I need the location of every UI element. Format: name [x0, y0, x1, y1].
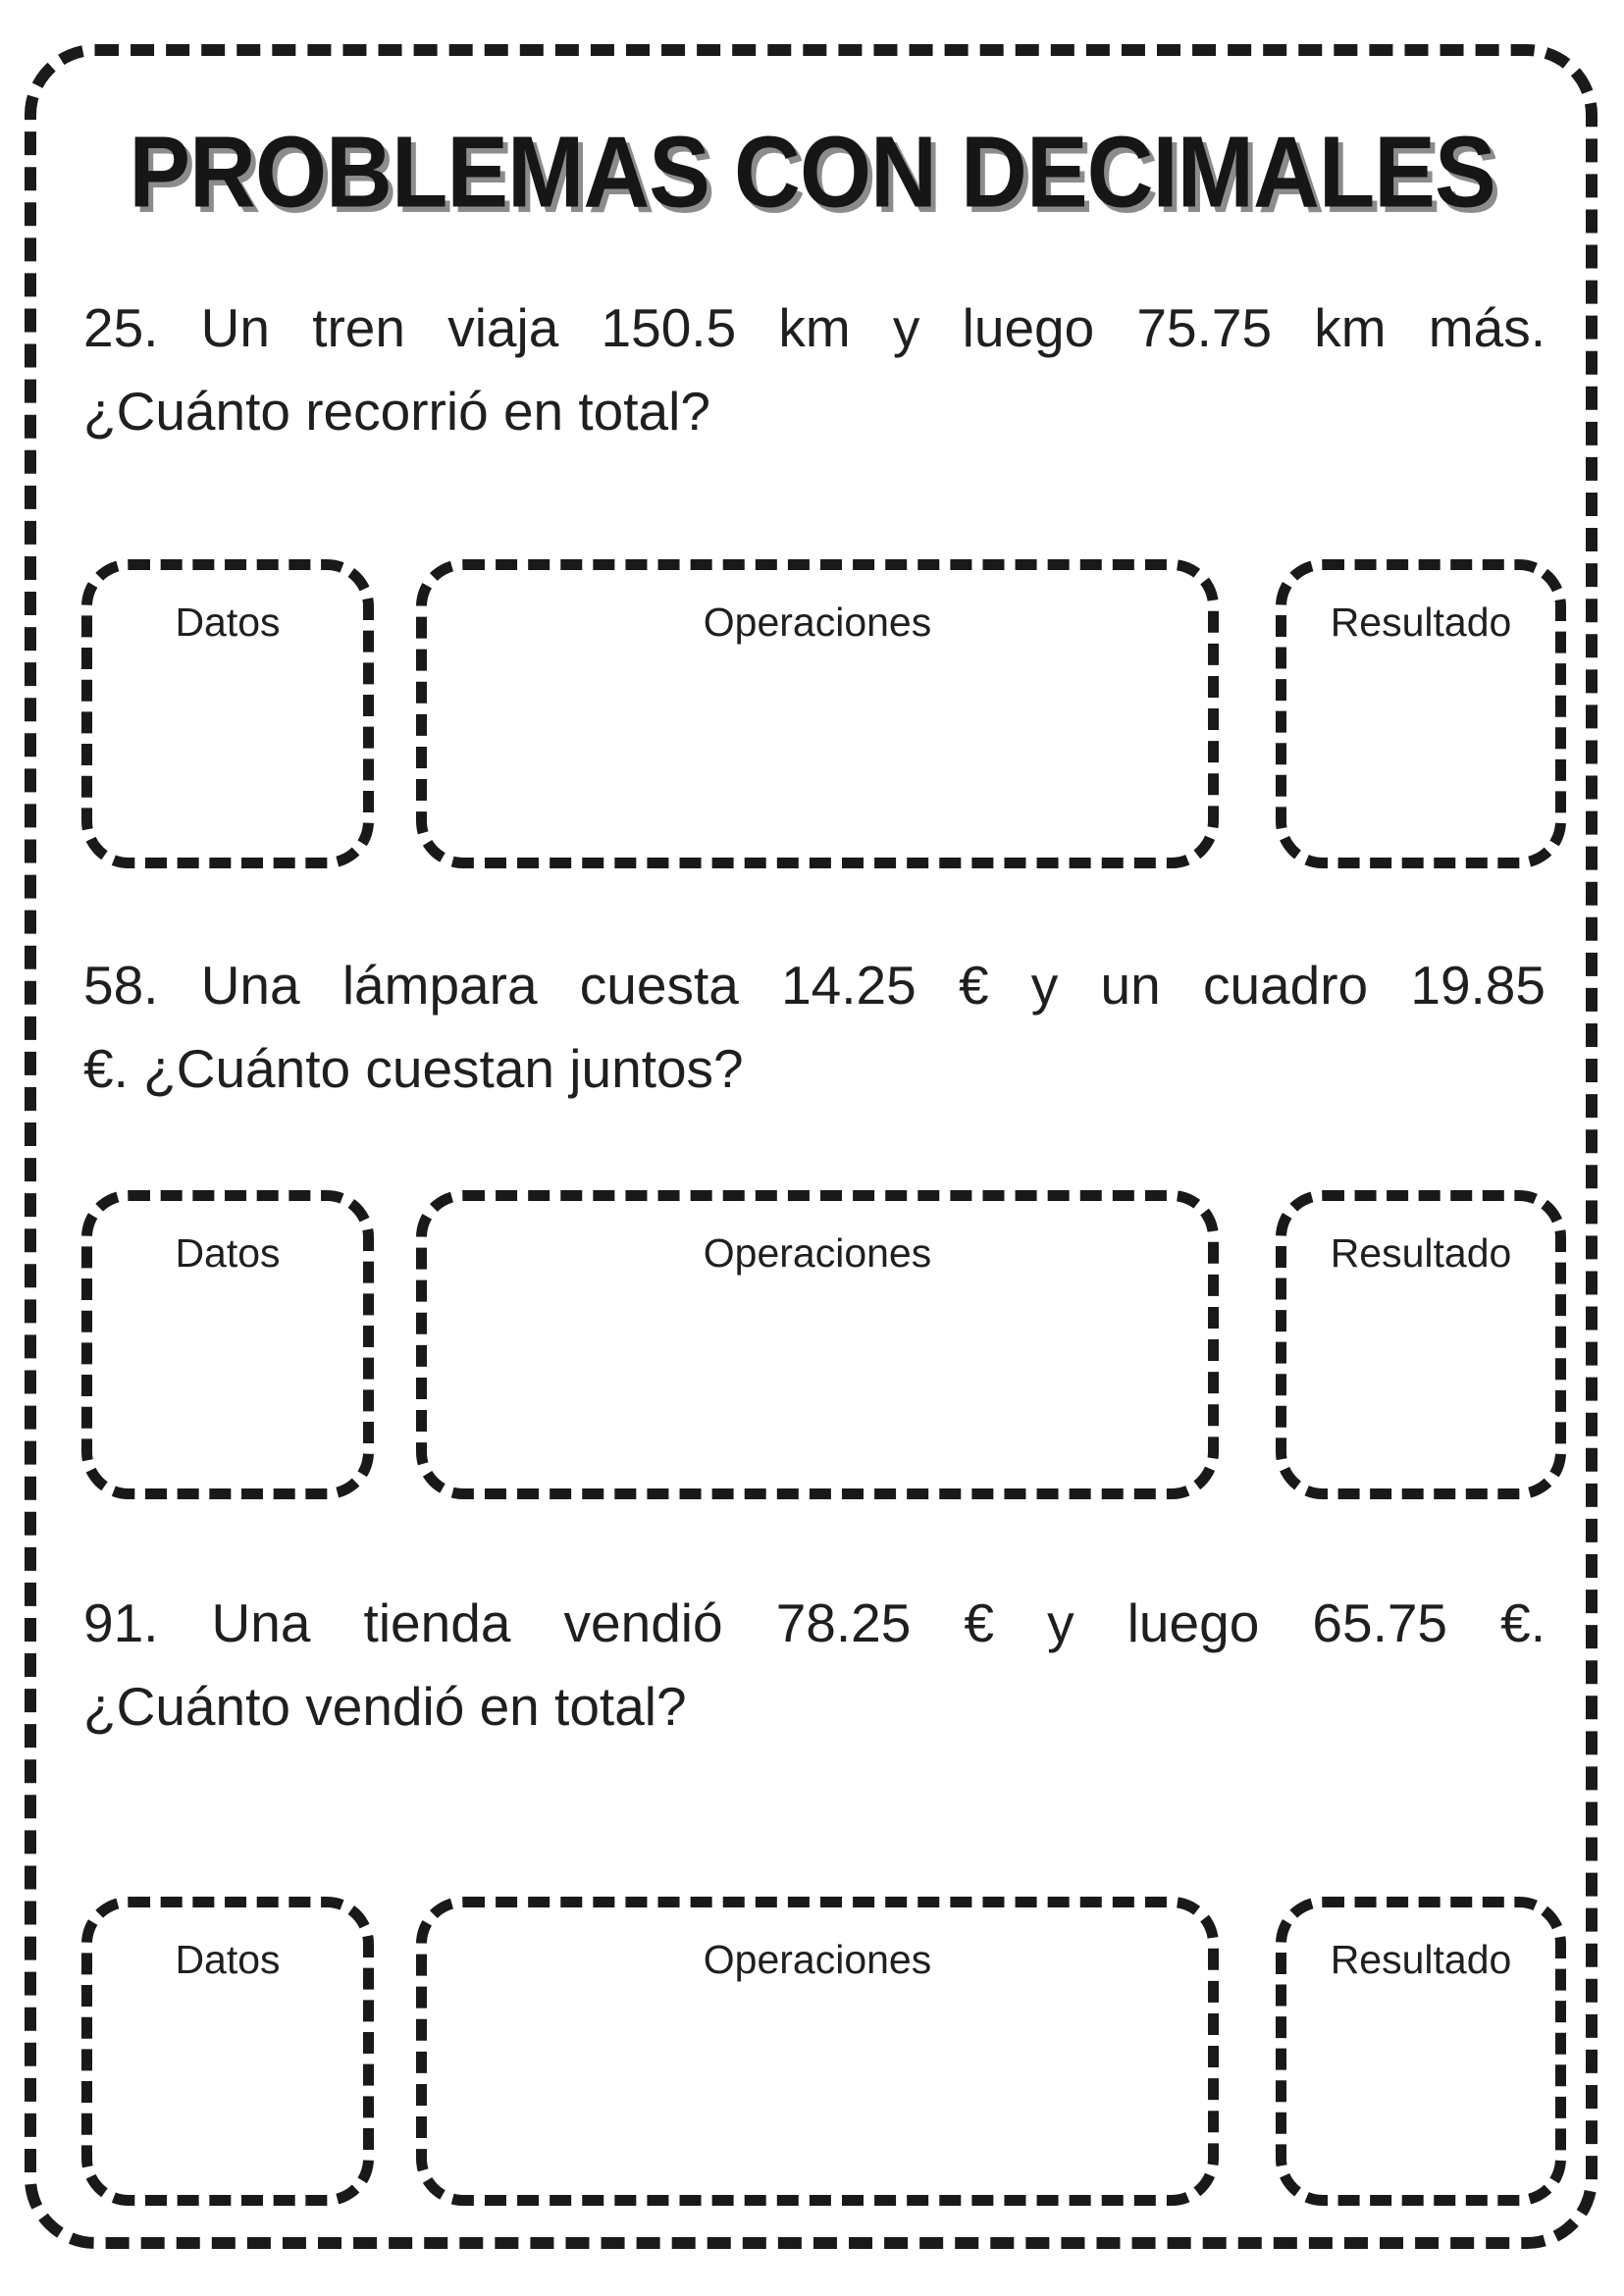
operaciones-box-label: Operaciones [703, 1230, 932, 1276]
problem-25-operaciones-box[interactable] [416, 559, 1219, 868]
problem-91-statement [83, 1582, 1545, 1748]
problem-91-resultado-box[interactable] [1276, 1897, 1566, 2206]
operaciones-box-label: Operaciones [703, 1937, 932, 1982]
datos-box-label: Datos [175, 1230, 281, 1276]
problem-58-datos-box[interactable] [81, 1190, 374, 1499]
resultado-box-label: Resultado [1330, 600, 1512, 645]
problem-25-line2: ¿Cuánto recorrió en total? [83, 381, 710, 442]
resultado-box-label: Resultado [1330, 1937, 1512, 1982]
problem-91-answer-row [81, 1897, 1566, 2206]
problem-25-resultado-box[interactable] [1276, 559, 1566, 868]
datos-box-label: Datos [175, 1937, 281, 1982]
problem-58-answer-row [81, 1190, 1566, 1499]
problem-58-line2: €. ¿Cuánto cuestan juntos? [83, 1038, 744, 1099]
problem-91-line2: ¿Cuánto vendió en total? [83, 1676, 687, 1737]
problem-58-statement [83, 944, 1545, 1111]
problem-91-datos-box[interactable] [81, 1897, 374, 2206]
resultado-box-label: Resultado [1330, 1230, 1512, 1276]
problem-91-line1: 91. Una tienda vendió 78.25 € y luego 65.75 €. [83, 1592, 1545, 1653]
problem-91-operaciones-box[interactable] [416, 1897, 1219, 2206]
operaciones-box-label: Operaciones [703, 600, 932, 645]
problem-58-line1: 58. Una lámpara cuesta 14.25 € y un cuadro 19.85 [83, 955, 1545, 1016]
problem-58-resultado-box[interactable] [1276, 1190, 1566, 1499]
problem-58-operaciones-box[interactable] [416, 1190, 1219, 1499]
problem-25-answer-row [81, 559, 1566, 868]
datos-box-label: Datos [175, 600, 281, 645]
worksheet-title: PROBLEMAS CON DECIMALES [129, 115, 1495, 229]
problem-25-statement [83, 287, 1545, 453]
problem-25-datos-box[interactable] [81, 559, 374, 868]
problem-25-line1: 25. Un tren viaja 150.5 km y luego 75.75 km más. [83, 297, 1545, 358]
